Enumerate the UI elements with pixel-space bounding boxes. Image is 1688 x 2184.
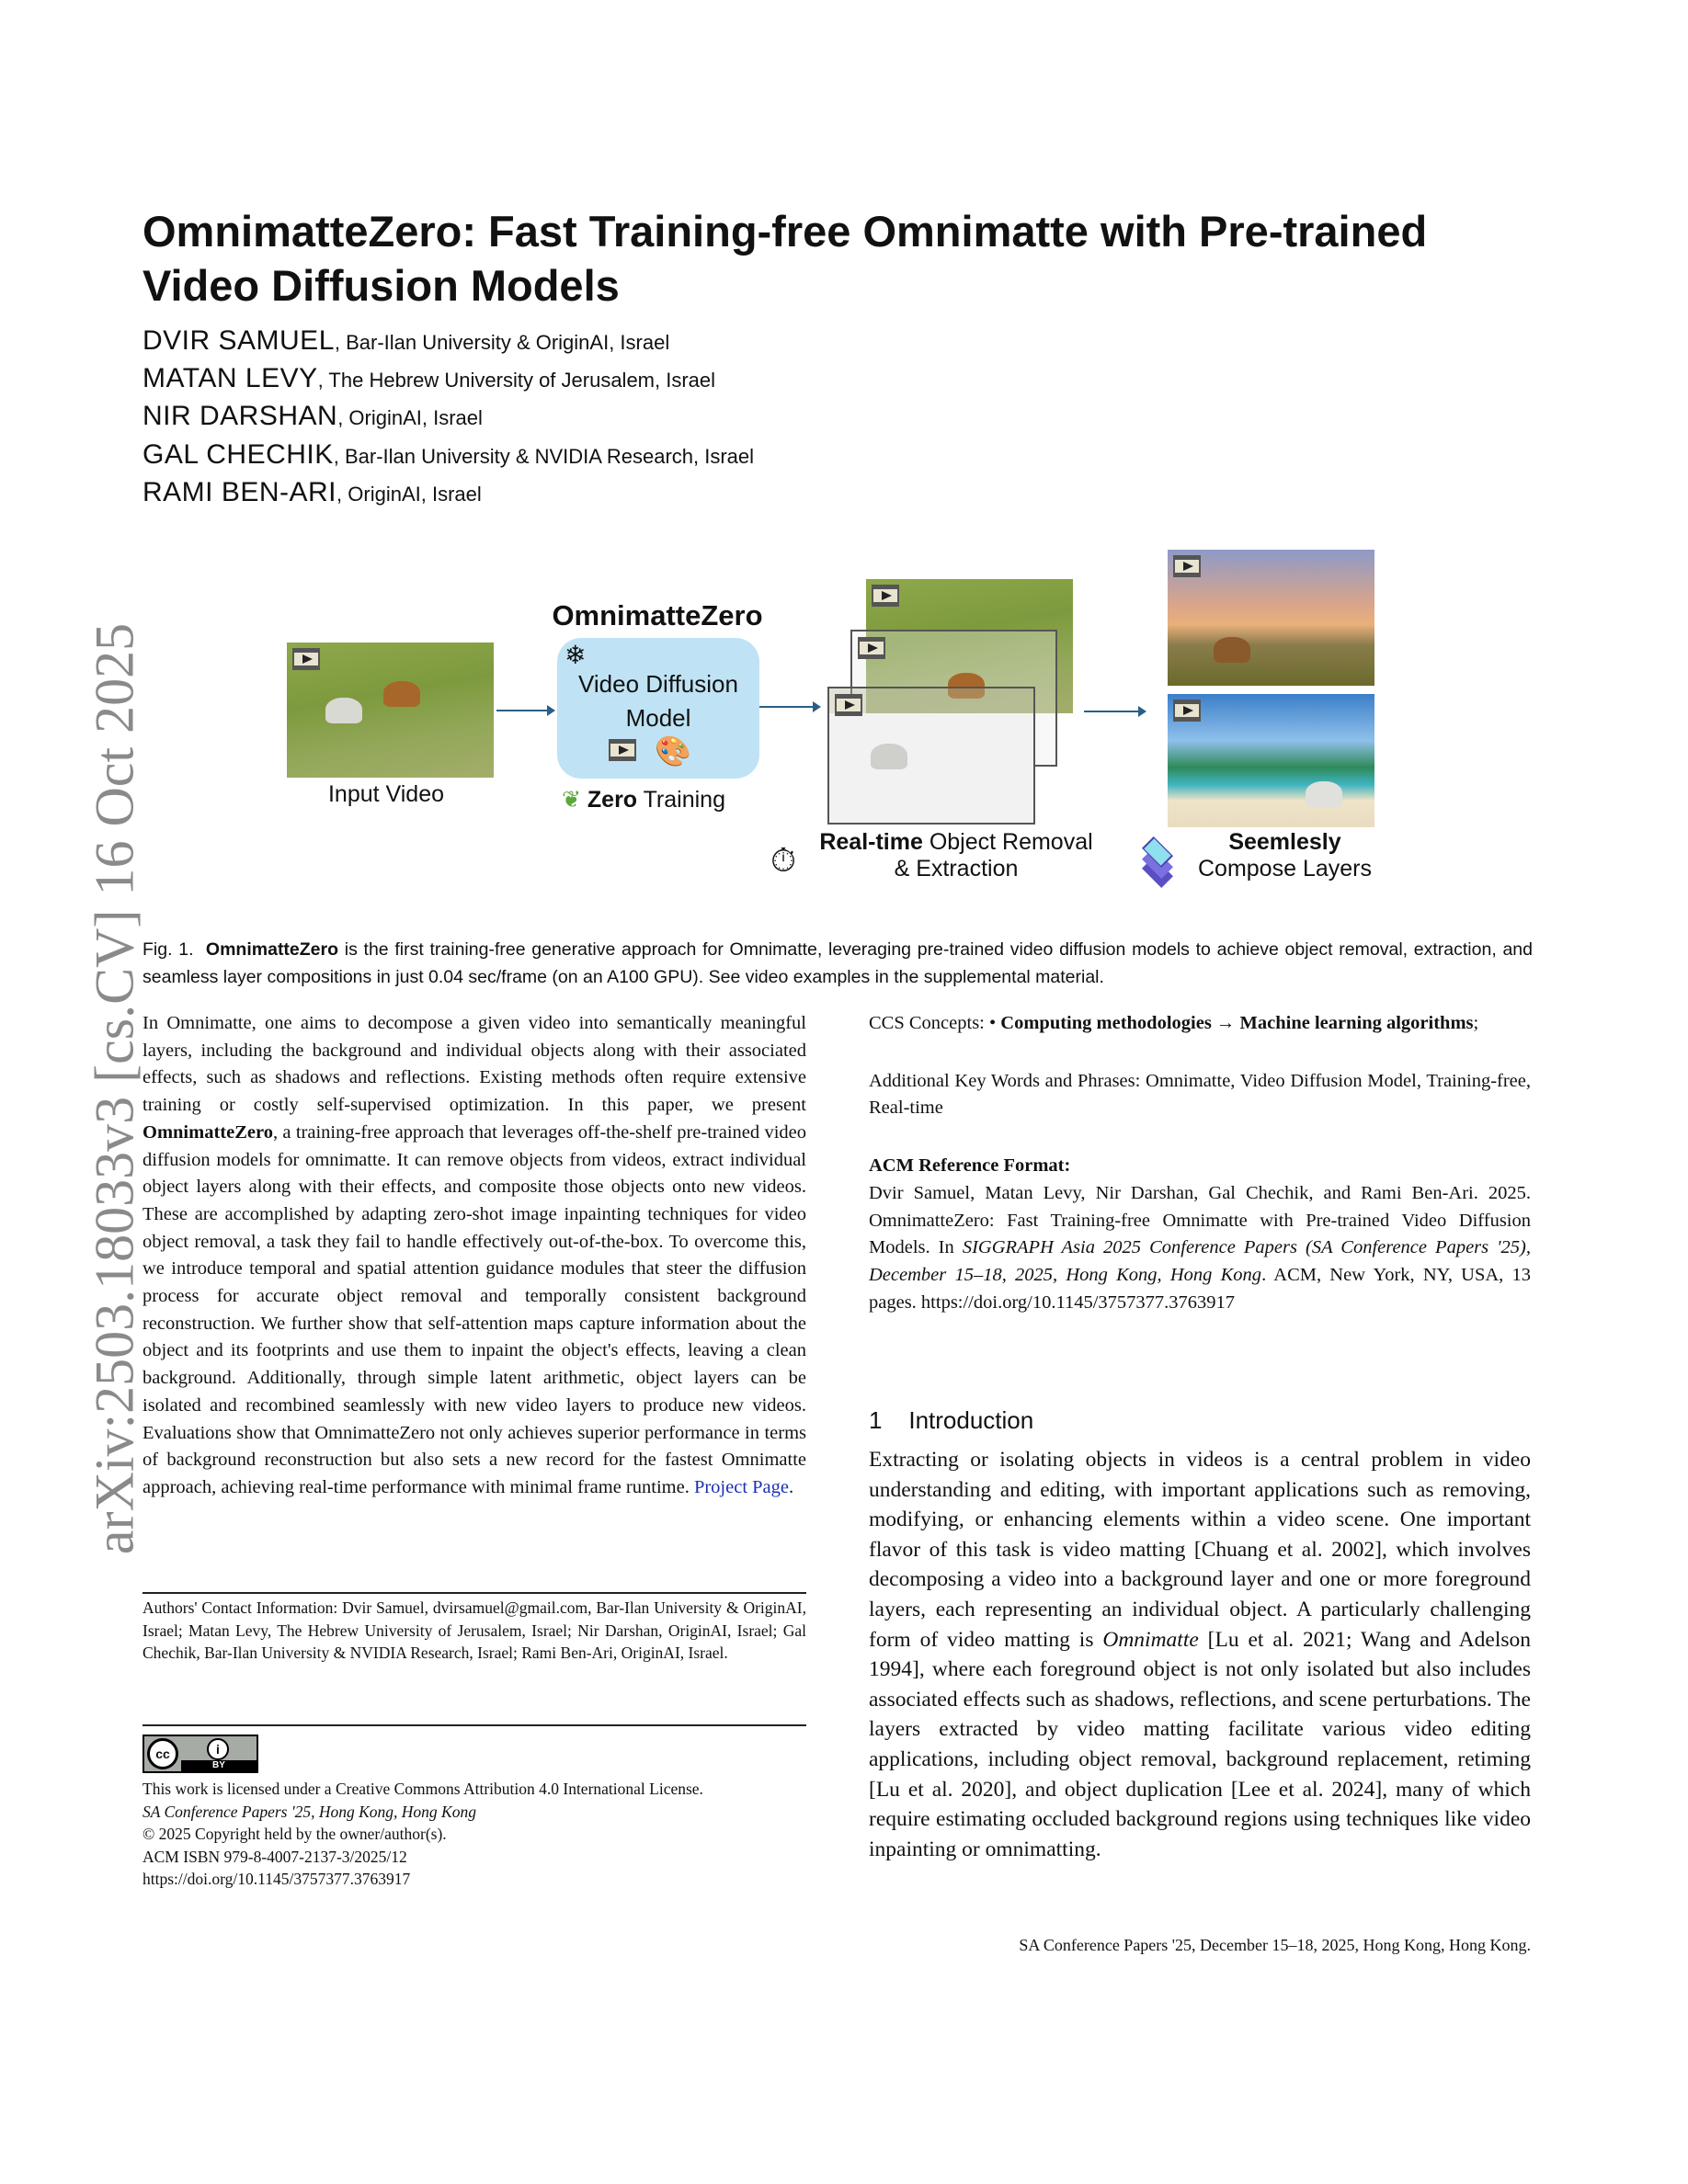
model-title: OmnimatteZero <box>552 599 763 631</box>
zero-bold: Zero <box>587 787 638 813</box>
caption-text: is the first training-free generative approach for Omnimatte, leveraging pre-trained video diffusion models to achieve object removal, extraction, and seamless layer compositions in just 0.04 sec/frame (on an A100 GPU). See video examples in the supplemental material. <box>143 939 1533 987</box>
ccs-end: ; <box>1473 1013 1479 1033</box>
abstract-text: , a training-free approach that leverages off-the-shelf pre-trained video diffusion models for omnimatte. It can remove objects from videos, extract individual object layers along with their effects, and composite those objects onto new videos. These are accomplished by adapting zero-shot image inpainting techniques for video object removal, a task they fail to handle effectively out-of-the-box. To overcome this, we introduce temporal and spatial attention guidance modules that steer the diffusion process for accurate object removal and temporally consistent background reconstruction. We further show that self-attention maps capture information about the object and its footprints and use them to inpaint the object's effects, leaving a clean background. Additionally, through simple latent arithmetic, object layers can be isolated and recombined seamlessly with new video layers to produce new videos. Evaluations show that OmnimatteZero not only achieves superior performance in terms of background reconstruction but also sets a new record for the fastest Omnimatte approach, achieving real-time performance with minimal frame runtime. <box>143 1121 806 1497</box>
video-icon <box>1173 555 1201 577</box>
abstract-end: . <box>789 1476 794 1497</box>
license-block <box>143 1778 823 1891</box>
cc-icon: cc <box>147 1738 178 1769</box>
abstract <box>143 1010 806 1502</box>
section-heading: 1 Introduction <box>869 1406 1034 1434</box>
video-icon <box>858 637 885 659</box>
author-line <box>143 327 669 357</box>
brown-horse <box>1214 637 1250 663</box>
author-line <box>143 403 483 432</box>
acm-ref-text: Dvir Samuel, Matan Levy, Nir Darshan, Gal Chechik, and Rami Ben-Ari. 2025. OmnimatteZero: Fast Training-free Omnimatte with Pre-trained Video Diffusion Models. In <box>869 1182 1531 1258</box>
intro-paragraph <box>869 1445 1531 1864</box>
author-line <box>143 441 754 471</box>
abstract-bold: OmnimatteZero <box>143 1121 273 1143</box>
realtime-label <box>809 829 1103 882</box>
brown-horse <box>383 681 420 707</box>
author-name: RAMI BEN-ARI <box>143 477 337 507</box>
compose-text: Compose Layers <box>1198 856 1372 882</box>
author-affiliation: , OriginAI, Israel <box>336 483 482 506</box>
author-name: DVIR SAMUEL <box>143 325 335 356</box>
doi-line: https://doi.org/10.1145/3757377.3763917 <box>143 1870 411 1889</box>
intro-text: [Lu et al. 2021; Wang and Adelson 1994], where each foreground object is not only isolated but also includes associated effects such as shadows, reflections, and scene perturbations. The layers extracted by video matting facilitate various video editing applications, including object removal, background replacement, retiming [Lu et al. 2020], and object duplication [Lee et al. 2024], many of which require estimating occluded background regions using techniques like video inpainting or omnimatting. <box>869 1627 1531 1861</box>
video-icon <box>609 739 636 761</box>
ccs-bold: Computing methodologies → Machine learning algorithms <box>1000 1013 1474 1033</box>
composite-beach <box>1168 694 1374 827</box>
intro-italic: Omnimatte <box>1102 1627 1199 1652</box>
keywords: Additional Key Words and Phrases: Omnimatte, Video Diffusion Model, Training-free, Real-time <box>869 1070 1531 1119</box>
acm-ref-text: . ACM, New York, NY, USA, 13 pages. https://doi.org/10.1145/3757377.3763917 <box>869 1264 1531 1313</box>
copyright-line: © 2025 Copyright held by the owner/author(s). <box>143 1825 447 1844</box>
conference-line: SA Conference Papers '25, Hong Kong, Hong Kong <box>143 1802 476 1821</box>
realtime-line2: & Extraction <box>894 856 1019 882</box>
compose-label <box>1186 829 1384 882</box>
arrow-icon <box>496 710 553 711</box>
author-affiliation: , OriginAI, Israel <box>337 406 483 429</box>
arrow-icon <box>1084 711 1145 712</box>
cc-by-text: BY <box>181 1760 257 1771</box>
acm-reference <box>869 1180 1531 1317</box>
author-line <box>143 479 482 508</box>
acm-ref-heading: ACM Reference Format: <box>869 1155 1071 1177</box>
page-footer: SA Conference Papers '25, December 15–18, 2025, Hong Kong, Hong Kong. <box>1019 1936 1531 1954</box>
video-icon <box>1173 700 1201 722</box>
author-contact-info: Authors' Contact Information: Dvir Samuel, dvirsamuel@gmail.com, Bar-Ilan University & OriginAI, Israel; Matan Levy, The Hebrew University of Jerusalem, Israel; Nir Darshan, OriginAI, Israel; Gal Chechik, Bar-Ilan University & NVIDIA Research, Israel; Rami Ben-Ari, OriginAI, Israel. <box>143 1598 806 1663</box>
training-text: Training <box>637 787 725 813</box>
ccs-concepts <box>869 1010 1531 1038</box>
caption-bold: OmnimatteZero <box>205 939 339 960</box>
author-name: NIR DARSHAN <box>143 401 338 431</box>
input-video-thumbnail <box>287 643 494 778</box>
author-name: GAL CHECHIK <box>143 439 334 470</box>
model-box-label: Video Diffusion Model <box>578 670 738 732</box>
author-name: MATAN LEVY <box>143 363 318 393</box>
caption-label: Fig. 1. <box>143 939 194 960</box>
white-horse <box>325 698 362 723</box>
license-text: This work is licensed under a Creative Commons Attribution 4.0 International License. <box>143 1780 703 1798</box>
video-icon <box>835 694 862 716</box>
layers-icon <box>1135 838 1182 886</box>
leaf-icon: ❦ <box>562 787 581 813</box>
stopwatch-icon: ⏱ <box>770 841 797 879</box>
author-affiliation: , Bar-Ilan University & OriginAI, Israel <box>334 331 670 354</box>
white-horse <box>871 744 907 769</box>
input-video-label: Input Video <box>327 781 445 807</box>
footnote-divider <box>143 1592 806 1594</box>
arxiv-side-label: arXiv:2503.18033v3 [cs.CV] 16 Oct 2025 <box>84 622 145 1555</box>
cc-by-badge[interactable] <box>143 1735 258 1773</box>
paper-title: OmnimatteZero: Fast Training-free Omnimatte with Pre-trained Video Diffusion Models <box>143 207 1428 310</box>
author-line <box>143 365 715 394</box>
abstract-text: In Omnimatte, one aims to decompose a given video into semantically meaningful layers, including the background and individual objects along with their associated effects, such as shadows and reflections. Existing methods often require extensive training or costly self-supervised optimization. In this paper, we present <box>143 1013 806 1116</box>
zero-training-label <box>552 786 736 813</box>
realtime-bold: Real-time <box>819 829 923 855</box>
compose-bold: Seemlesly <box>1228 829 1341 855</box>
palette-icon: 🎨 <box>655 734 691 768</box>
metadata-block <box>869 1010 1531 1316</box>
author-affiliation: , Bar-Ilan University & NVIDIA Research, Israel <box>333 445 755 468</box>
project-page-link[interactable]: Project Page <box>693 1476 789 1497</box>
acm-ref-venue: SIGGRAPH Asia 2025 Conference Papers (SA Conference Papers '25), December 15–18, 2025, Hong Kong, Hong Kong <box>869 1237 1532 1285</box>
realtime-text: Object Removal <box>922 829 1093 855</box>
composite-sunset <box>1168 550 1374 686</box>
snowflake-icon: ❄ <box>565 641 587 669</box>
license-divider <box>143 1724 806 1726</box>
white-horse <box>1306 781 1342 807</box>
model-box <box>557 638 759 779</box>
white-horse-layer <box>827 687 1035 825</box>
figure-caption <box>143 936 1533 991</box>
attribution-icon: i <box>207 1738 229 1760</box>
author-affiliation: , The Hebrew University of Jerusalem, Israel <box>317 369 716 392</box>
video-icon <box>292 648 320 670</box>
intro-text: Extracting or isolating objects in videos is a central problem in video understanding and editing, with important applications such as removing, modifying, or enhancing elements within a video scene. One important flavor of this task is video matting [Chuang et al. 2002], which involves decomposing a video into a background layer and one or more foreground layers, each representing an individual object. A particularly challenging form of video matting is <box>869 1448 1531 1652</box>
video-icon <box>872 585 899 607</box>
isbn-line: ACM ISBN 979-8-4007-2137-3/2025/12 <box>143 1847 407 1866</box>
ccs-prefix: CCS Concepts: • <box>869 1013 1001 1033</box>
arrow-icon <box>759 706 819 708</box>
